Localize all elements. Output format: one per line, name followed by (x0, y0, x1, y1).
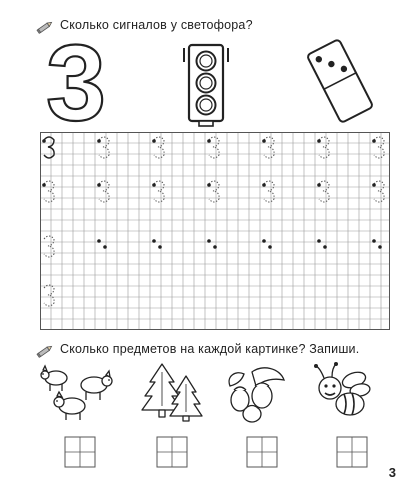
start-dot (158, 245, 162, 249)
pencil-icon (36, 20, 54, 34)
start-dot (262, 239, 266, 243)
start-dot (372, 139, 376, 143)
start-dot (42, 139, 46, 143)
hazelnuts-picture (222, 364, 292, 424)
start-dot (207, 139, 211, 143)
big-digit-3: 3 (45, 38, 107, 128)
domino-picture (300, 38, 380, 124)
start-dot (97, 183, 101, 187)
start-dot (207, 183, 211, 187)
start-dot (262, 139, 266, 143)
answer-box[interactable] (156, 436, 188, 468)
start-dot (317, 183, 321, 187)
dotted-digit-trace (44, 236, 54, 257)
start-dot (262, 183, 266, 187)
start-dot (152, 239, 156, 243)
task2-question: Сколько предметов на каждой картинке? Запиши. (60, 342, 360, 356)
start-dot (213, 245, 217, 249)
start-dot (372, 183, 376, 187)
start-dot (97, 139, 101, 143)
start-dot (152, 139, 156, 143)
start-dot (378, 245, 382, 249)
practice-grid (40, 132, 390, 330)
answer-box[interactable] (246, 436, 278, 468)
start-dot (42, 183, 46, 187)
bee-picture (310, 362, 378, 424)
traffic-light-picture (180, 40, 232, 130)
big-outlined-digit (40, 38, 112, 128)
page-number: 3 (388, 465, 396, 480)
start-dot (268, 245, 272, 249)
start-dot (152, 183, 156, 187)
dotted-digit-trace (44, 285, 54, 306)
answer-box[interactable] (336, 436, 368, 468)
fir-trees-picture (140, 362, 206, 422)
task1-question: Сколько сигналов у светофора? (60, 18, 253, 32)
start-dot (317, 239, 321, 243)
pigs-picture (36, 364, 118, 422)
answer-box[interactable] (64, 436, 96, 468)
start-dot (207, 239, 211, 243)
pencil-icon (36, 344, 54, 358)
start-dot (323, 245, 327, 249)
start-dot (317, 139, 321, 143)
start-dot (97, 239, 101, 243)
start-dot (372, 239, 376, 243)
start-dot (103, 245, 107, 249)
